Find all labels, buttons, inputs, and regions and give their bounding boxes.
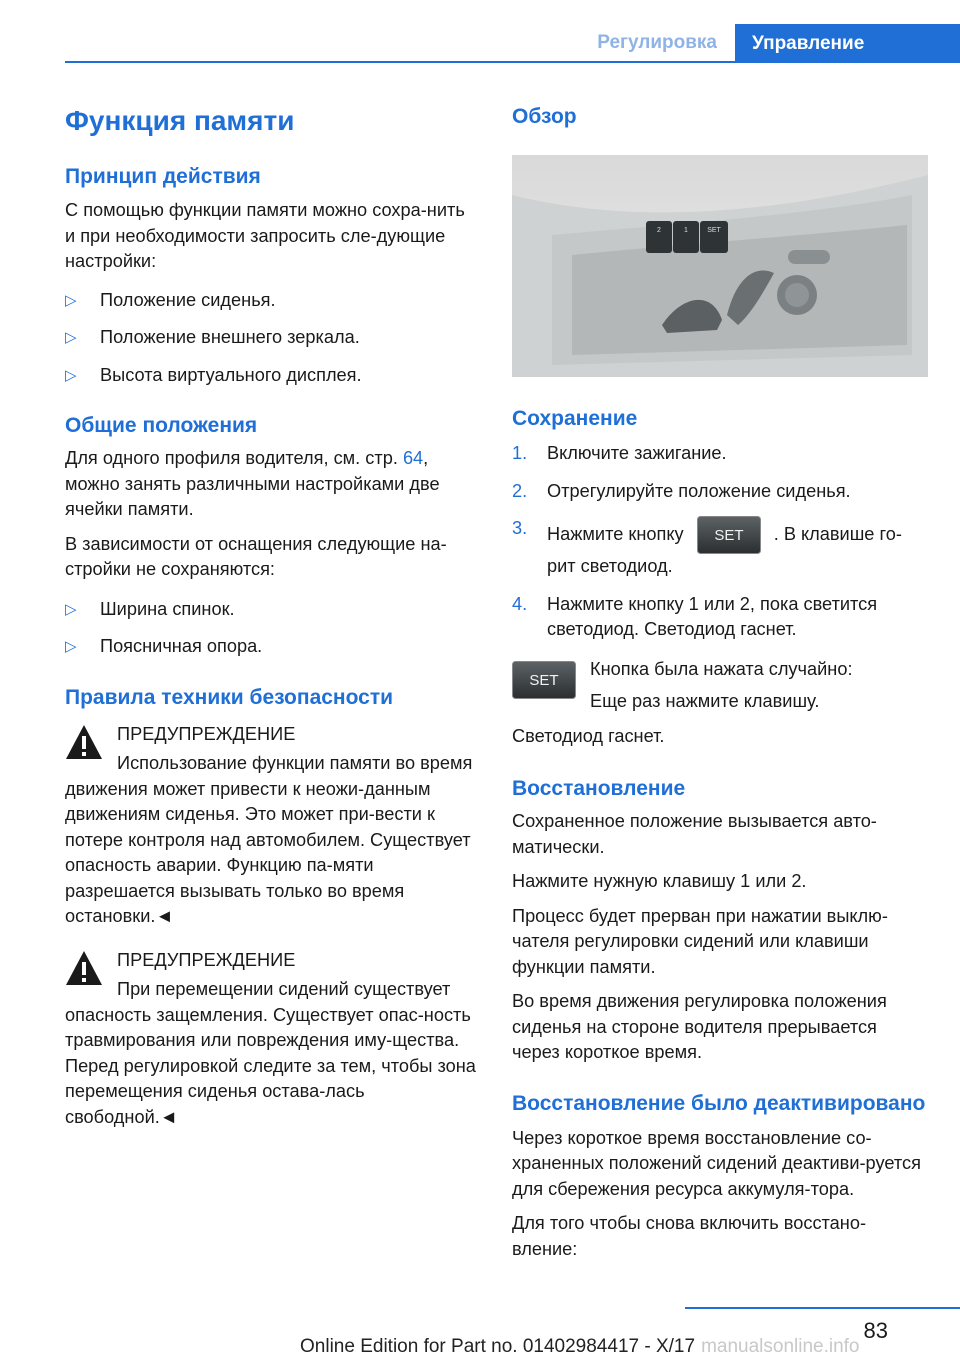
restore-text-4: Во время движения регулировка положения сиденья на стороне водителя прерывается через короткое время. bbox=[512, 991, 887, 1062]
list-item: ▷ Высота виртуального дисплея. bbox=[65, 363, 477, 389]
warning-block bbox=[65, 948, 477, 1131]
warning-title: ПРЕДУПРЕЖДЕНИЕ bbox=[117, 949, 296, 970]
seat-controls-photo bbox=[512, 155, 928, 377]
general-text-2: В зависимости от оснащения следующие на-стройки не сохраняются: bbox=[65, 533, 447, 579]
svg-text:SET: SET bbox=[714, 527, 744, 544]
set-button-icon bbox=[697, 516, 761, 554]
footer-rule bbox=[685, 1307, 960, 1309]
right-column bbox=[512, 95, 928, 1262]
note-block bbox=[512, 657, 928, 713]
page-title: Функция памяти bbox=[65, 105, 295, 136]
deactivated-heading: Восстановление было деактивировано bbox=[512, 1091, 926, 1115]
bullet-triangle-icon: ▷ bbox=[65, 366, 77, 384]
header-rule bbox=[65, 61, 960, 63]
page-number: 83 bbox=[863, 1318, 888, 1343]
warning-text: Использование функции памяти во время движения может привести к неожи-данным движениям сиденья. Это может при-вести к потере контроля над автомобилем. Существует опасность аварии. Функцию па-мяти разрешается вызывать только во время остановки.◄ bbox=[65, 753, 473, 926]
save-after-text: Светодиод гаснет. bbox=[512, 725, 665, 746]
restore-text-3: Процесс будет прерван при нажатии выклю-чателя регулировки сидений или клавиши функции памяти. bbox=[512, 905, 888, 977]
edition-text: Online Edition for Part no. 01402984417 - X/17 manualsonline.info bbox=[300, 1336, 860, 1357]
warning-text: При перемещении сидений существует опасность защемления. Существует опас-ность травмирования или повреждения иму-щества. Перед регулировкой следите за тем, чтобы зона перемещения сиденья остава-лась свободной.◄ bbox=[65, 979, 476, 1127]
warning-title: ПРЕДУПРЕЖДЕНИЕ bbox=[117, 723, 296, 744]
deactivated-text-2: Для того чтобы снова включить восстано-вление: bbox=[512, 1213, 866, 1259]
principle-text: С помощью функции памяти можно сохра-нить и при необходимости запросить сле-дующие настройки: bbox=[65, 200, 465, 271]
list-item: ▷ Положение сиденья. bbox=[65, 288, 477, 314]
step-item: 4. Нажмите кнопку 1 или 2, пока светится светодиод. Светодиод гаснет. bbox=[512, 593, 878, 639]
restore-text-2: Нажмите нужную клавишу 1 или 2. bbox=[512, 871, 807, 891]
photo-key-set: SET bbox=[707, 227, 721, 234]
overview-heading: Обзор bbox=[512, 105, 577, 128]
step-item: 3. Нажмите кнопку SET . В клавише го-рит светодиод. bbox=[512, 518, 902, 576]
general-text-1: Для одного профиля водителя, см. стр. 64, можно занять различными настройками две ячейки памяти. bbox=[65, 448, 440, 519]
deactivated-text-1: Через короткое время восстановление со-храненных положений сидений деактиви-руется для сбережения ресурса аккумуля-тора. bbox=[512, 1127, 921, 1199]
svg-text:SET: SET bbox=[529, 671, 559, 689]
note-line-1: Кнопка была нажата случайно: bbox=[590, 658, 853, 679]
left-column bbox=[65, 95, 477, 1130]
watermark: manualsonline.info bbox=[701, 1336, 860, 1357]
list-item: ▷ Ширина спинок. bbox=[65, 597, 477, 623]
list-item: ▷ Поясничная опора. bbox=[65, 634, 477, 660]
set-button-icon bbox=[512, 661, 576, 699]
step-item: 1. Включите зажигание. bbox=[512, 443, 727, 463]
restore-text-1: Сохраненное положение вызывается авто-матически. bbox=[512, 811, 877, 857]
warning-block bbox=[65, 722, 477, 930]
bullet-triangle-icon: ▷ bbox=[65, 638, 77, 655]
safety-heading: Правила техники безопасности bbox=[65, 685, 394, 709]
bullet-triangle-icon: ▷ bbox=[65, 600, 77, 618]
bullet-triangle-icon: ▷ bbox=[65, 329, 77, 346]
general-heading: Общие положения bbox=[65, 414, 258, 437]
save-heading: Сохранение bbox=[512, 407, 638, 430]
photo-key-2: 2 bbox=[657, 227, 661, 234]
header-tab-regulation[interactable]: Регулировка bbox=[597, 32, 717, 53]
note-line-2: Еще раз нажмите клавишу. bbox=[590, 690, 820, 711]
step-item: 2. Отрегулируйте положение сиденья. bbox=[512, 480, 851, 501]
principle-heading: Принцип действия bbox=[65, 165, 261, 188]
bullet-triangle-icon: ▷ bbox=[65, 291, 77, 309]
header-tab-controls[interactable]: Управление bbox=[735, 24, 960, 63]
restore-heading: Восстановление bbox=[512, 777, 686, 800]
page-link[interactable]: 64 bbox=[402, 448, 424, 468]
list-item: ▷ Положение внешнего зеркала. bbox=[65, 325, 477, 351]
photo-key-1: 1 bbox=[684, 227, 688, 234]
